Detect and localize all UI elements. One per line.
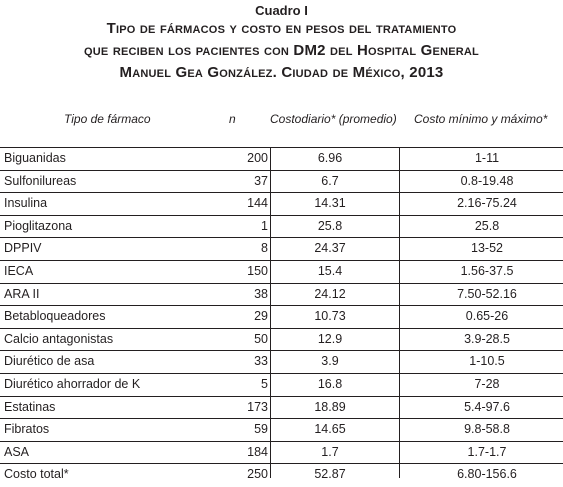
- table-row: [0, 216, 563, 239]
- cell-drug-type: Betabloqueadores: [4, 309, 106, 324]
- table-title-line-2: que reciben los pacientes con DM2 del Hospital General: [84, 42, 479, 59]
- cell-min-max-cost: 7-28: [474, 376, 500, 391]
- cell-min-max-cost: 1.56-37.5: [460, 263, 514, 278]
- cell-min-max-cost: 25.8: [474, 218, 500, 233]
- cell-daily-cost: 24.37: [314, 241, 346, 256]
- column-header-daily-cost: Costodiario* (promedio): [270, 112, 397, 126]
- cell-min-max-cost: 1.7-1.7: [467, 444, 507, 459]
- cell-drug-type: Pioglitazona: [4, 218, 73, 233]
- table-row: [0, 193, 563, 216]
- cell-drug-type: Estatinas: [4, 399, 56, 414]
- cell-n: 59: [254, 422, 268, 437]
- cell-n: 37: [254, 173, 268, 188]
- cell-drug-type: Fibratos: [4, 422, 50, 437]
- cell-n: 184: [247, 444, 268, 459]
- cell-daily-cost: 1.7: [321, 444, 339, 459]
- table-row: [0, 238, 563, 261]
- table-row: [0, 306, 563, 329]
- cell-min-max-cost: 3.9-28.5: [464, 331, 510, 346]
- cell-min-max-cost: 1-10.5: [469, 354, 505, 369]
- cell-min-max-cost: 2.16-75.24: [457, 196, 517, 211]
- cell-daily-cost: 18.89: [314, 399, 346, 414]
- cell-daily-cost: 14.31: [314, 196, 346, 211]
- cell-min-max-cost: 0.8-19.48: [460, 173, 514, 188]
- cell-drug-type: Diurético ahorrador de K: [4, 376, 141, 391]
- cell-drug-type: IECA: [4, 263, 34, 278]
- cell-min-max-cost: 9.8-58.8: [464, 422, 510, 437]
- table-row: [0, 442, 563, 465]
- cell-daily-cost: 25.8: [317, 218, 343, 233]
- table-row: [0, 351, 563, 374]
- cell-min-max-cost: 6.80-156.6: [457, 467, 517, 482]
- table-title-line-1: Tipo de fármacos y costo en pesos del tratamiento: [106, 20, 457, 37]
- cell-daily-cost: 14.65: [314, 422, 346, 437]
- cell-n: 250: [247, 467, 268, 482]
- column-header-min-max-cost: Costo mínimo y máximo*: [414, 112, 548, 126]
- cell-n: 38: [254, 286, 268, 301]
- table-title-line-3: Manuel Gea González. Ciudad de México, 2013: [119, 64, 444, 81]
- cell-daily-cost: 16.8: [317, 376, 343, 391]
- cell-daily-cost: 12.9: [317, 331, 343, 346]
- table-header: [0, 112, 563, 132]
- cell-n: 8: [261, 241, 268, 256]
- cell-n: 50: [254, 331, 268, 346]
- cell-min-max-cost: 1-11: [474, 151, 500, 165]
- table-row: [0, 261, 563, 284]
- cell-drug-type: ASA: [4, 444, 30, 459]
- cell-n: 5: [261, 376, 268, 391]
- cell-n: 33: [254, 354, 268, 369]
- cell-drug-type: ARA II: [4, 286, 40, 301]
- column-header-drug-type: Tipo de fármaco: [64, 112, 151, 126]
- table-row: [0, 284, 563, 307]
- cell-daily-cost: 24.12: [314, 286, 346, 301]
- cell-drug-type: Diurético de asa: [4, 354, 95, 369]
- cell-n: 173: [247, 399, 268, 414]
- cell-drug-type: Calcio antagonistas: [4, 331, 114, 346]
- cell-drug-type: Insulina: [4, 196, 48, 211]
- cell-drug-type: DPPIV: [4, 241, 42, 256]
- table-row: [0, 374, 563, 397]
- cell-drug-type: Sulfonilureas: [4, 173, 77, 188]
- table-body: [0, 148, 563, 487]
- cell-min-max-cost: 7.50-52.16: [457, 286, 517, 301]
- cell-n: 144: [247, 196, 268, 211]
- cell-daily-cost: 6.96: [317, 151, 343, 165]
- cell-n: 150: [247, 263, 268, 278]
- cell-drug-type: Costo total*: [4, 467, 69, 482]
- table-row: [0, 329, 563, 352]
- cell-daily-cost: 6.7: [321, 173, 339, 188]
- cell-min-max-cost: 13-52: [471, 241, 503, 256]
- cell-n: 200: [247, 151, 268, 165]
- cell-drug-type: Biguanidas: [4, 151, 66, 165]
- cell-n: 1: [261, 218, 268, 233]
- cell-min-max-cost: 0.65-26: [465, 309, 509, 324]
- table-row: [0, 419, 563, 442]
- cell-min-max-cost: 5.4-97.6: [464, 399, 510, 414]
- cell-n: 29: [254, 309, 268, 324]
- table-label: Cuadro I: [255, 3, 308, 18]
- cell-daily-cost: 10.73: [314, 309, 346, 324]
- table-row: [0, 397, 563, 420]
- cell-daily-cost: 15.4: [317, 263, 343, 278]
- table-row: [0, 148, 563, 171]
- table-row: [0, 464, 563, 487]
- column-header-n: n: [229, 112, 236, 126]
- cell-daily-cost: 3.9: [321, 354, 339, 369]
- table-row: [0, 171, 563, 194]
- cell-daily-cost: 52.87: [314, 467, 346, 482]
